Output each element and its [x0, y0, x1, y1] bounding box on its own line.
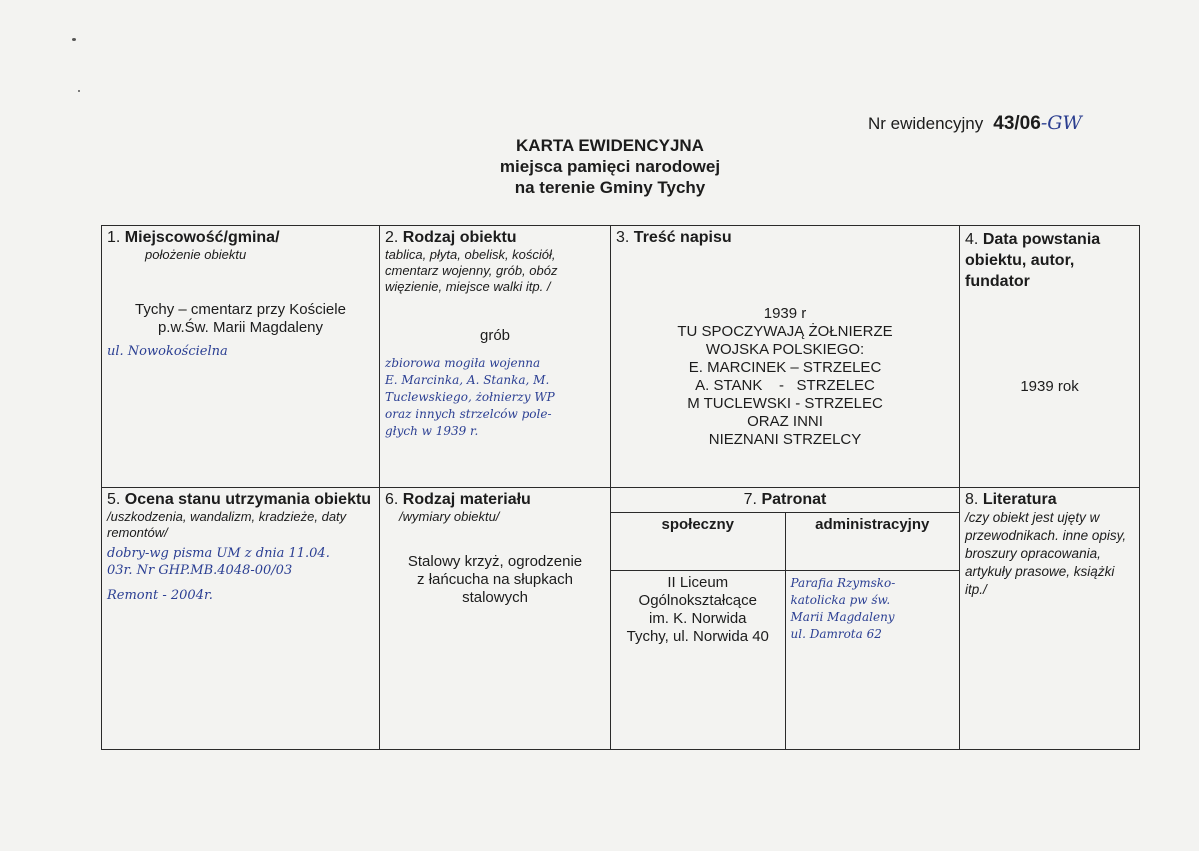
cell2-title: Rodzaj obiektu	[402, 229, 517, 246]
cell2-handwritten-line5: głych w 1939 r.	[385, 424, 479, 438]
cell6-number: 6.	[385, 491, 399, 508]
cell2-value: grób	[479, 327, 511, 344]
cell7-number: 7.	[743, 491, 757, 508]
evidence-number-line	[868, 112, 1082, 135]
cell5-handwritten-line1: dobry-wg pisma UM z dnia 11.04.	[107, 546, 330, 561]
cell-object-type	[380, 226, 611, 488]
cell2-handwritten-line2: E. Marcinka, A. Stanka, M.	[385, 373, 550, 387]
cell4-title: Data powstania obiektu, autor, fundator	[965, 231, 1101, 290]
header-title: KARTA EWIDENCYJNA	[516, 136, 704, 155]
cell6-subtitle: /wymiary obiektu/	[399, 509, 500, 524]
cell6-line1: Stalowy krzyż, ogrodzenie	[407, 553, 583, 570]
admin-patron-hw-line3: Marii Magdaleny	[790, 610, 895, 624]
inscription-line: NIEZNANI STRZELCY	[708, 431, 862, 448]
cell2-handwritten-line3: Tuclewskiego, żołnierzy WP	[385, 390, 555, 404]
admin-patron-hw-line4: ul. Damrota 62	[790, 627, 882, 641]
cell1-subtitle: położenie obiektu	[145, 247, 247, 262]
document-header	[400, 135, 820, 198]
cell3-title: Treść napisu	[633, 229, 732, 246]
cell4-number: 4.	[965, 231, 979, 248]
cell5-title: Ocena stanu utrzymania obiektu	[124, 491, 372, 508]
cell-condition	[102, 488, 380, 750]
social-patron-line: im. K. Norwida	[648, 610, 747, 627]
cell1-handwritten-street: ul. Nowokościelna	[107, 344, 228, 359]
cell6-line3: stalowych	[462, 589, 528, 606]
cell1-line1: Tychy – cmentarz przy Kościele	[135, 301, 346, 318]
cell-inscription	[611, 226, 960, 488]
cell2-subtitle: tablica, płyta, obelisk, kościół, cmentarz wojenny, grób, obóz więzienie, miejsce walki itp. /	[385, 247, 558, 294]
scan-speck	[78, 90, 80, 92]
cell6-line2: z łańcucha na słupkach	[417, 571, 573, 588]
evidence-label: Nr ewidencyjny	[868, 114, 984, 133]
cell8-title: Literatura	[982, 491, 1057, 508]
cell5-number: 5.	[107, 491, 121, 508]
evidence-handwritten-suffix: -GW	[1040, 112, 1082, 134]
inscription-line: WOJSKA POLSKIEGO:	[705, 341, 865, 358]
inscription-line: E. MARCINEK – STRZELEC	[688, 359, 882, 376]
cell1-title: Miejscowość/gmina/	[124, 229, 280, 246]
evidence-number: 43/06	[993, 113, 1041, 134]
cell1-line2: p.w.Św. Marii Magdaleny	[157, 319, 324, 336]
cell6-title: Rodzaj materiału	[402, 491, 531, 508]
cell-patronage	[611, 488, 960, 750]
cell7-title: Patronat	[761, 491, 827, 508]
cell-creation-date	[960, 226, 1140, 488]
cell2-handwritten-line4: oraz innych strzelców pole-	[385, 407, 552, 421]
cell1-number: 1.	[107, 229, 121, 246]
admin-patron-hw-line1: Parafia Rzymsko-	[790, 576, 896, 590]
cell8-number: 8.	[965, 491, 979, 508]
cell-material	[380, 488, 611, 750]
cell-location	[102, 226, 380, 488]
inscription-line: 1939 r	[763, 305, 807, 322]
scan-speck	[72, 38, 76, 41]
cell5-handwritten-line2: 03r. Nr GHP.MB.4048-00/03	[107, 563, 293, 578]
header-location: na terenie Gminy Tychy	[514, 178, 706, 197]
admin-patron-hw-line2: katolicka pw św.	[790, 593, 891, 607]
cell5-handwritten-renovation: Remont - 2004r.	[107, 588, 213, 603]
inscription-line: ORAZ INNI	[747, 413, 823, 430]
social-patron-line: Ogólnokształcące	[638, 592, 757, 609]
header-subtitle: miejsca pamięci narodowej	[499, 157, 721, 176]
cell5-subtitle: /uszkodzenia, wandalizm, kradzieże, daty remontów/	[107, 509, 347, 540]
cell3-number: 3.	[616, 229, 630, 246]
patronage-admin-header: administracyjny	[815, 516, 930, 533]
cell-literature	[960, 488, 1140, 750]
cell8-subtitle: /czy obiekt jest ujęty w przewodnikach. inne opisy, broszury opracowania, artykuły prasowe, książki itp./	[965, 510, 1127, 597]
social-patron-line: II Liceum	[667, 574, 729, 591]
inscription-line: TU SPOCZYWAJĄ ŻOŁNIERZE	[677, 323, 893, 340]
patronage-social-header: społeczny	[661, 516, 735, 533]
inscription-line: M TUCLEWSKI - STRZELEC	[687, 395, 883, 412]
social-patron-line: Tychy, ul. Norwida 40	[626, 628, 769, 645]
record-table	[101, 225, 1140, 750]
cell4-value: 1939 rok	[1020, 378, 1079, 395]
cell2-handwritten-line1: zbiorowa mogiła wojenna	[385, 356, 541, 370]
inscription-line: A. STANK - STRZELEC	[695, 377, 875, 394]
cell2-number: 2.	[385, 229, 399, 246]
